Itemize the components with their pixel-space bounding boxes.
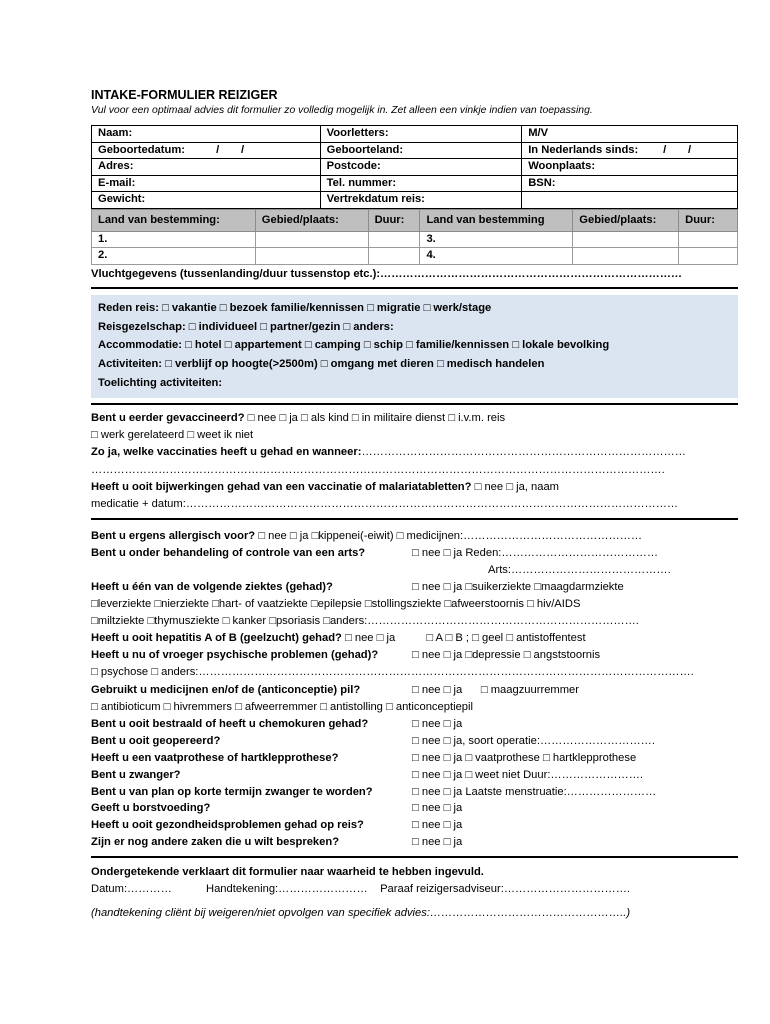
answer-options[interactable]: □ nee □ ja □ A □ B ; □ geel □ antistoffentest xyxy=(341,632,586,645)
area-cell[interactable] xyxy=(255,231,368,248)
destination-cell[interactable]: 4. xyxy=(420,248,573,265)
table-row xyxy=(92,248,738,265)
initials-field[interactable]: Voorletters: xyxy=(320,126,522,143)
diseases-question[interactable] xyxy=(91,579,738,596)
destination-cell[interactable]: 3. xyxy=(420,231,573,248)
answer-options[interactable]: □ nee □ ja □ weet niet Duur:……………………. xyxy=(412,768,644,781)
question-label: Heeft u ooit gezondheidsproblemen gehad op reis? xyxy=(91,819,364,832)
yesno-question[interactable] xyxy=(91,834,738,851)
birth-country-field[interactable]: Geboorteland: xyxy=(320,142,522,159)
refusal-signature-field[interactable]: (handtekening cliënt bij weigeren/niet opvolgen van specifiek advies:……………………………………………..) xyxy=(91,906,631,919)
activities-line[interactable]: Activiteiten: □ verblijf op hoogte(>2500m) □ omgang met dieren □ medisch handelen xyxy=(98,358,545,371)
psych-question[interactable] xyxy=(91,647,738,664)
question-label: Bent u ooit bestraald of heeft u chemokuren gehad? xyxy=(91,717,369,730)
medication-date-field[interactable]: medicatie + datum:…………………………………………………………………………………………………………………… xyxy=(91,498,679,511)
table-row xyxy=(92,126,738,143)
travel-company-line[interactable]: Reisgezelschap: □ individueel □ partner/gezin □ anders: xyxy=(98,320,394,333)
answer-options[interactable]: □ nee □ ja, naam xyxy=(471,480,559,493)
signature-section xyxy=(91,864,738,922)
question-label: Heeft u één van de volgende ziektes (gehad)? xyxy=(91,580,333,593)
answer-options[interactable]: □ nee □ ja xyxy=(412,819,463,832)
destination-table xyxy=(91,209,738,265)
declaration-text: Ondergetekende verklaart dit formulier naar waarheid te hebben ingevuld. xyxy=(91,866,484,879)
answer-options[interactable]: □ nee □ ja □suikerziekte □maagdarmziekte xyxy=(412,580,624,593)
section-divider xyxy=(91,287,738,289)
form-title: INTAKE-FORMULIER REIZIGER xyxy=(91,88,278,102)
hepatitis-question[interactable] xyxy=(91,630,738,647)
nl-since-field[interactable]: In Nederlands sinds: / / xyxy=(522,142,738,159)
column-header: Land van bestemming xyxy=(420,209,573,231)
section-divider xyxy=(91,856,738,858)
gender-field[interactable]: M/V xyxy=(522,126,738,143)
section-divider xyxy=(91,518,738,520)
city-field[interactable]: Woonplaats: xyxy=(522,159,738,176)
yesno-question[interactable] xyxy=(91,817,738,834)
travel-info-box xyxy=(91,295,738,398)
table-row xyxy=(92,192,738,209)
answer-options[interactable]: □ nee □ ja □ als kind □ in militaire dienst □ i.v.m. reis xyxy=(244,411,506,424)
personal-details-table xyxy=(91,125,738,209)
departure-date-field[interactable]: Vertrekdatum reis: xyxy=(320,192,522,209)
question-label: Bent u ergens allergisch voor? xyxy=(91,529,256,542)
answer-options[interactable]: □ nee □ ja □ vaatprothese □ hartklepprothese xyxy=(412,751,637,764)
which-vaccinations-question[interactable] xyxy=(91,444,738,461)
yesno-question[interactable] xyxy=(91,716,738,733)
treatment-question[interactable] xyxy=(91,545,738,562)
email-field[interactable]: E-mail: xyxy=(92,175,321,192)
question-label: Heeft u ooit hepatitis A of B (geelzucht) gehad? xyxy=(91,632,342,645)
intake-form xyxy=(91,88,738,922)
column-header: Duur: xyxy=(368,209,420,231)
destination-cell[interactable]: 2. xyxy=(92,248,256,265)
answer-options[interactable]: □ nee □ ja xyxy=(412,717,463,730)
duration-cell[interactable] xyxy=(679,248,738,265)
table-header-row xyxy=(92,209,738,231)
area-cell[interactable] xyxy=(573,231,679,248)
table-row xyxy=(92,142,738,159)
diseases-options-line3[interactable]: □miltziekte □thymusziekte □ kanker □psoriasis □anders:………………………………………………………………. xyxy=(91,614,639,627)
allergy-question[interactable] xyxy=(91,528,738,545)
question-label: Bent u van plan op korte termijn zwanger te worden? xyxy=(91,785,373,798)
name-field[interactable]: Naam: xyxy=(92,126,321,143)
duration-cell[interactable] xyxy=(368,248,420,265)
vaccination-section xyxy=(91,410,738,514)
answer-options[interactable]: □ nee □ ja xyxy=(412,802,463,815)
question-label: Bent u ooit geopereerd? xyxy=(91,734,221,747)
yesno-question[interactable] xyxy=(91,767,738,784)
column-header: Land van bestemming: xyxy=(92,209,256,231)
vaccinated-options-line2[interactable]: □ werk gerelateerd □ weet ik niet xyxy=(91,429,254,442)
answer-options[interactable]: □ nee □ ja xyxy=(412,836,463,849)
yesno-question[interactable] xyxy=(91,784,738,801)
activities-explanation-field[interactable]: Toelichting activiteiten: xyxy=(98,376,223,389)
question-label: Bent u eerder gevaccineerd? xyxy=(91,411,245,424)
answer-options[interactable]: □ nee □ ja, soort operatie:…………………………. xyxy=(412,734,655,747)
question-label: Heeft u ooit bijwerkingen gehad van een vaccinatie of malariatabletten? xyxy=(91,480,472,493)
section-divider xyxy=(91,403,738,405)
side-effects-question[interactable] xyxy=(91,479,738,496)
table-row xyxy=(92,231,738,248)
diseases-options-line2[interactable]: □leverziekte □nierziekte □hart- of vaatziekte □epilepsie □stollingsziekte □afweerstoornis □ hiv/AIDS xyxy=(91,597,581,610)
table-row xyxy=(92,175,738,192)
weight-field[interactable]: Gewicht: xyxy=(92,192,321,209)
birthdate-field[interactable]: Geboortedatum: / / xyxy=(92,142,321,159)
empty-cell xyxy=(522,192,738,209)
medical-section xyxy=(91,528,738,852)
column-header: Duur: xyxy=(679,209,738,231)
which-vaccinations-line2[interactable]: ………………………………………………………………………………………………………………………………………. xyxy=(91,463,665,476)
duration-cell[interactable] xyxy=(679,231,738,248)
answer-options[interactable]: □ nee □ ja □ maagzuurremmer xyxy=(412,683,580,696)
travel-reason-line[interactable]: Reden reis: □ vakantie □ bezoek familie/kennissen □ migratie □ werk/stage xyxy=(98,301,492,314)
question-label: Bent u zwanger? xyxy=(91,768,181,781)
doctor-field[interactable]: Arts:……………………………………. xyxy=(488,563,671,576)
answer-dots[interactable]: …………………………………………………………………………… xyxy=(361,446,686,459)
postcode-field[interactable]: Postcode: xyxy=(320,159,522,176)
duration-cell[interactable] xyxy=(368,231,420,248)
medication-question[interactable] xyxy=(91,682,738,699)
question-label: Bent u onder behandeling of controle van een arts? xyxy=(91,546,366,559)
question-label: Geeft u borstvoeding? xyxy=(91,802,211,815)
table-row xyxy=(92,159,738,176)
flight-details-field[interactable]: Vluchtgegevens (tussenlanding/duur tussenstop etc.):……………………………………………………………………… xyxy=(91,267,683,280)
answer-options[interactable]: □ nee □ ja □depressie □ angststoornis xyxy=(412,649,601,662)
accommodation-line[interactable]: Accommodatie: □ hotel □ appartement □ camping □ schip □ familie/kennissen □ lokale bevolking xyxy=(98,339,610,352)
doctor-field-row xyxy=(91,562,738,579)
column-header: Gebied/plaats: xyxy=(255,209,368,231)
vaccinated-question[interactable] xyxy=(91,410,738,427)
area-cell[interactable] xyxy=(255,248,368,265)
yesno-question[interactable] xyxy=(91,750,738,767)
form-subtitle: Vul voor een optimaal advies dit formulier zo volledig mogelijk in. Zet alleen een vinkje indien van toepassing. xyxy=(91,105,593,116)
question-label: Zo ja, welke vaccinaties heeft u gehad en wanneer: xyxy=(91,446,362,459)
question-label: Heeft u nu of vroeger psychische problemen (gehad)? xyxy=(91,649,379,662)
question-label: Gebruikt u medicijnen en/of de (anticonceptie) pil? xyxy=(91,683,361,696)
address-field[interactable]: Adres: xyxy=(92,159,321,176)
yesno-question[interactable] xyxy=(91,800,738,817)
destination-cell[interactable]: 1. xyxy=(92,231,256,248)
question-label: Zijn er nog andere zaken die u wilt bespreken? xyxy=(91,836,340,849)
answer-options[interactable]: □ nee □ ja Laatste menstruatie:…………………… xyxy=(412,785,657,798)
answer-options[interactable]: □ nee □ ja □kippenei(-eiwit) □ medicijnen:………………………………………… xyxy=(255,529,643,542)
question-label: Heeft u een vaatprothese of hartklepprothese? xyxy=(91,751,339,764)
yesno-question[interactable] xyxy=(91,733,738,750)
psych-options-line2[interactable]: □ psychose □ anders:……………………………………………………………………………………………………………………. xyxy=(91,666,694,679)
area-cell[interactable] xyxy=(573,248,679,265)
answer-options[interactable]: □ nee □ ja Reden:…………………………………… xyxy=(412,546,659,559)
phone-field[interactable]: Tel. nummer: xyxy=(320,175,522,192)
signature-line[interactable]: Datum:………… Handtekening:…………………… Paraaf reizigersadviseur:……………………………. xyxy=(91,883,630,896)
column-header: Gebied/plaats: xyxy=(573,209,679,231)
bsn-field[interactable]: BSN: xyxy=(522,175,738,192)
medication-options-line2[interactable]: □ antibioticum □ hivremmers □ afweerremmer □ antistolling □ anticonceptiepil xyxy=(91,700,473,713)
